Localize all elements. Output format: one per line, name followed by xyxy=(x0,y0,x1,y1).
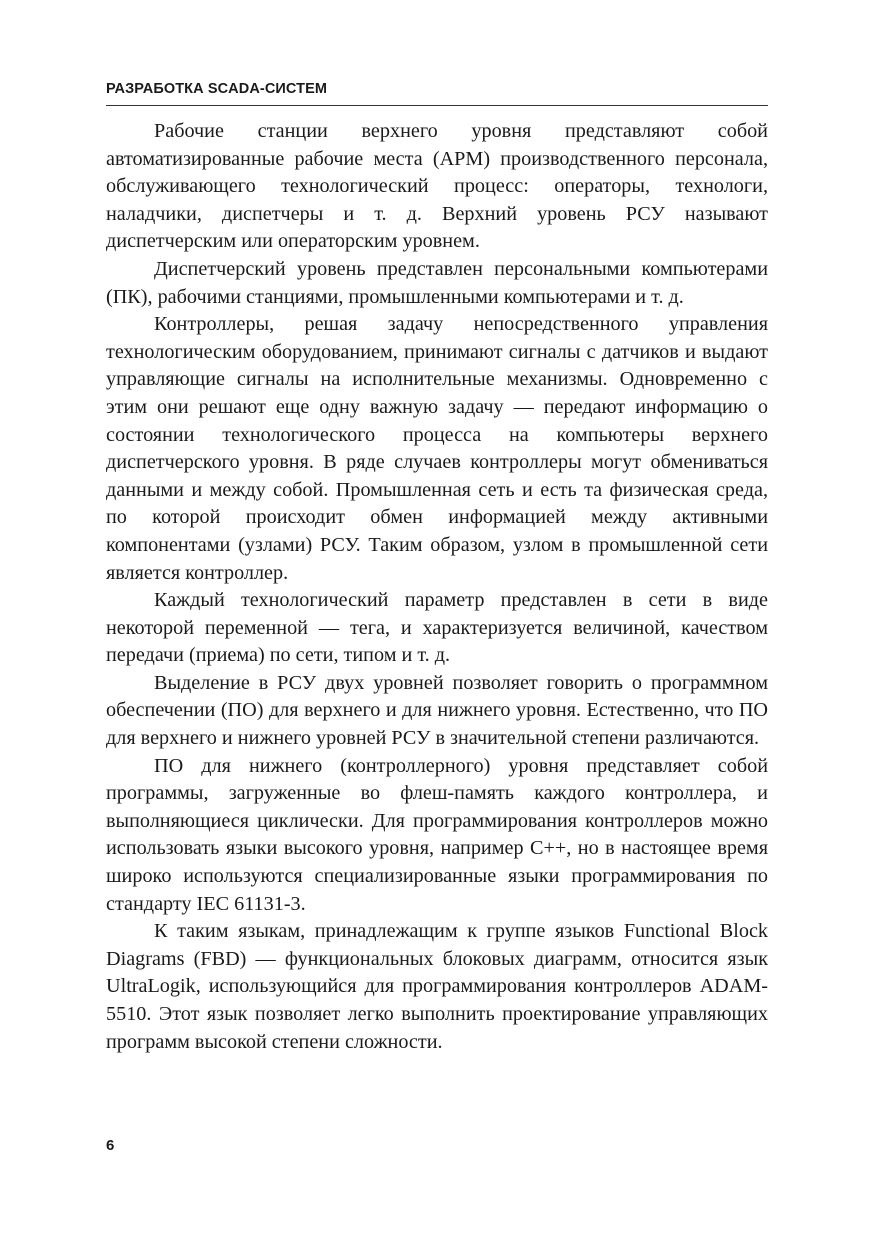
paragraph-lower-level-software: ПО для нижнего (контроллерного) уровня представляет собой программы, загруженные во флеш-память каждого контроллера, и выполняющиеся циклически. Для программирования контроллеров можно использовать языки высокого уровня, например С++, но в настоящее время широко используются специализированные языки программирования по стандарту IEC 61131-3. xyxy=(106,754,768,915)
header-rule xyxy=(106,105,768,106)
paragraph-dispatch-level: Диспетчерский уровень представлен персональными компьютерами (ПК), рабочими станциями, промышленными компьютерами и т. д. xyxy=(106,257,768,308)
page-number: 6 xyxy=(106,1137,115,1154)
paragraph-tags: Каждый технологический параметр представлен в сети в виде некоторой переменной — тега, и характеризуется величиной, качеством передачи (приема) по сети, типом и т. д. xyxy=(106,589,768,667)
paragraph-fbd-languages: К таким языкам, принадлежащим к группе языков Functional Block Diagrams (FBD) — функциональных блоковых диаграмм, относится язык UltraLogik, использующийся для программирования контроллеров ADAM-5510. Этот язык позволяет легко выполнить проектирование управляющих программ высокой степени сложности. xyxy=(106,920,768,1053)
body-text xyxy=(106,118,768,1056)
paragraph-software-levels: Выделение в РСУ двух уровней позволяет говорить о программном обеспечении (ПО) для верхнего и для нижнего уровня. Естественно, что ПО для верхнего и нижнего уровней РСУ в значительной степени различаются. xyxy=(106,671,768,750)
paragraph-arm: Рабочие станции верхнего уровня представляют собой автоматизированные рабочие места (АРМ) производственного персонала, обслуживающего технологический процесс: операторы, технологи, наладчики, диспетчеры и т. д. Верхний уровень РСУ называют диспетчерским или операторским уровнем. xyxy=(106,120,768,253)
running-head: РАЗРАБОТКА SCADA-СИСТЕМ xyxy=(106,81,328,97)
paragraph-controllers: Контроллеры, решая задачу непосредственного управления технологическим оборудованием, принимают сигналы с датчиков и выдают управляющие сигналы на исполнительные механизмы. Одновременно с этим они решают еще одну важную задачу — передают информацию о состоянии технологического процесса на компьютеры верхнего диспетчерского уровня. В ряде случаев контроллеры могут обмениваться данными и между собой. Промышленная сеть и есть та физическая среда, по которой происходит обмен информацией между активными компонентами (узлами) РСУ. Таким образом, узлом в промышленной сети является контроллер. xyxy=(106,313,768,584)
